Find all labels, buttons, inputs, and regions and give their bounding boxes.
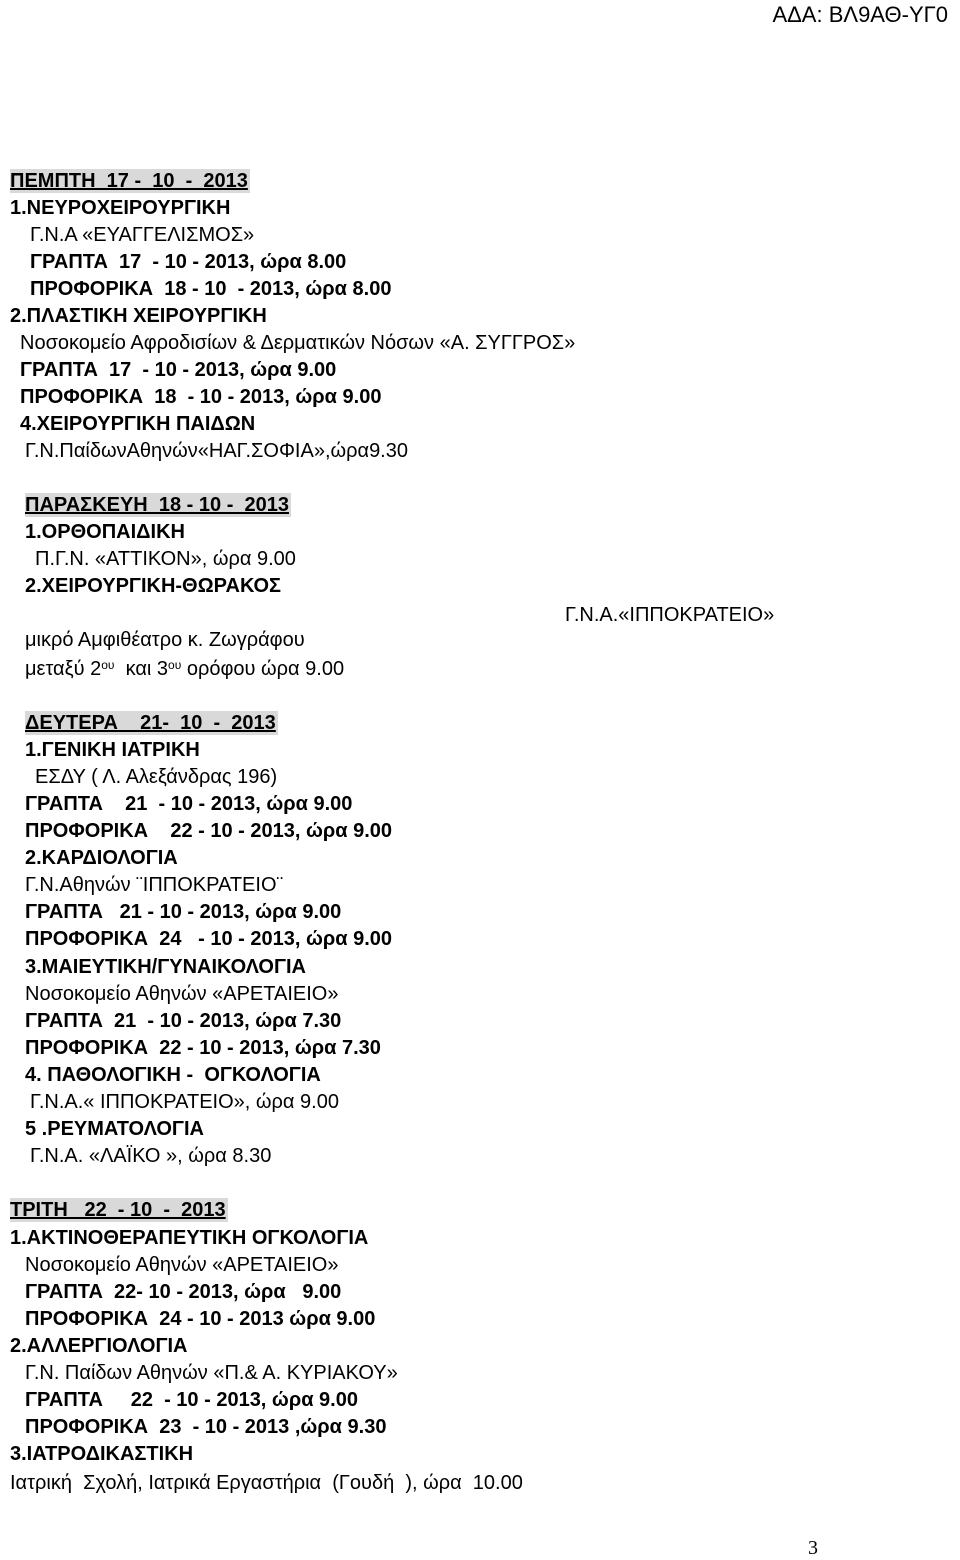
ada-code: ΑΔΑ: ΒΛ9ΑΘ-ΥΓ0 bbox=[772, 2, 948, 27]
written-exam-line: ΓΡΑΠΤΑ 21 - 10 - 2013, ώρα 7.30 bbox=[25, 1010, 342, 1032]
venue-text: Νοσοκομείο Αφροδισίων & Δερματικών Νόσων «Α. ΣΥΓΓΡΟΣ» bbox=[20, 332, 576, 354]
written-exam-line: ΓΡΑΠΤΑ 21 - 10 - 2013, ώρα 9.00 bbox=[25, 901, 342, 923]
written-exam-line: ΓΡΑΠΤΑ 17 - 10 - 2013, ώρα 8.00 bbox=[30, 251, 347, 273]
venue-text: ΕΣΔΥ ( Λ. Αλεξάνδρας 196) bbox=[35, 766, 278, 788]
day-heading-thursday: ΠΕΜΠΤΗ 17 - 10 - 2013 bbox=[10, 170, 248, 192]
venue-text: Γ.Ν.Α.« ΙΠΠΟΚΡΑΤΕΙΟ», ώρα 9.00 bbox=[30, 1091, 339, 1113]
specialty-title: 4. ΠΑΘΟΛΟΓΙΚΗ - ΟΓΚΟΛΟΓΙΑ bbox=[25, 1064, 321, 1086]
oral-exam-line: ΠΡΟΦΟΡΙΚΑ 24 - 10 - 2013, ώρα 9.00 bbox=[25, 928, 393, 950]
venue-text: Ιατρική Σχολή, Ιατρικά Εργαστήρια (Γουδή ), ώρα 10.00 bbox=[10, 1472, 523, 1494]
written-exam-line: ΓΡΑΠΤΑ 22- 10 - 2013, ώρα 9.00 bbox=[25, 1281, 342, 1303]
day-heading-monday: ΔΕΥΤΕΡΑ 21- 10 - 2013 bbox=[25, 712, 276, 734]
oral-exam-line: ΠΡΟΦΟΡΙΚΑ 24 - 10 - 2013 ώρα 9.00 bbox=[25, 1308, 376, 1330]
floor-text: μεταξύ $2^{o\upsilon}$ και $3^{o\upsilon}$ ορόφου ώρα 9.00 bbox=[25, 658, 345, 680]
day-heading-friday: ΠΑΡΑΣΚΕΥΗ 18 - 10 - 2013 bbox=[25, 494, 289, 516]
written-exam-line: ΓΡΑΠΤΑ 21 - 10 - 2013, ώρα 9.00 bbox=[25, 793, 353, 815]
written-exam-line: ΓΡΑΠΤΑ 17 - 10 - 2013, ώρα 9.00 bbox=[20, 359, 337, 381]
oral-exam-line: ΠΡΟΦΟΡΙΚΑ 22 - 10 - 2013, ώρα 7.30 bbox=[25, 1037, 381, 1059]
page-number: 3 bbox=[808, 1537, 818, 1559]
specialty-title: 5 .ΡΕΥΜΑΤΟΛΟΓΙΑ bbox=[25, 1118, 204, 1140]
specialty-title: 2.ΠΛΑΣΤΙΚΗ ΧΕΙΡΟΥΡΓΙΚΗ bbox=[10, 305, 267, 327]
specialty-title: 3.ΙΑΤΡΟΔΙΚΑΣΤΙΚΗ bbox=[10, 1443, 194, 1465]
venue-text: Νοσοκομείο Αθηνών «ΑΡΕΤΑΙΕΙΟ» bbox=[25, 983, 339, 1005]
venue-text: Γ.Ν.ΠαίδωνΑθηνών«ΗΑΓ.ΣΟΦΙΑ»,ώρα9.30 bbox=[25, 440, 408, 462]
specialty-title: 1.ΓΕΝΙΚΗ ΙΑΤΡΙΚΗ bbox=[25, 739, 200, 761]
specialty-title: 2.ΑΛΛΕΡΓΙΟΛΟΓΙΑ bbox=[10, 1335, 188, 1357]
venue-text: Γ.Ν.Α. «ΛΑΪΚΟ », ώρα 8.30 bbox=[30, 1145, 272, 1167]
specialty-title: 3.ΜΑΙΕΥΤΙΚΗ/ΓΥΝΑΙΚΟΛΟΓΙΑ bbox=[25, 956, 306, 978]
venue-text: Γ.Ν.Α «ΕΥΑΓΓΕΛΙΣΜΟΣ» bbox=[30, 224, 255, 246]
written-exam-line: ΓΡΑΠΤΑ 22 - 10 - 2013, ώρα 9.00 bbox=[25, 1389, 358, 1411]
venue-text: Γ.Ν.Αθηνών ¨ΙΠΠΟΚΡΑΤΕΙΟ¨ bbox=[25, 874, 284, 896]
day-heading-tuesday: ΤΡΙΤΗ 22 - 10 - 2013 bbox=[10, 1199, 226, 1221]
specialty-title: 1.ΟΡΘΟΠΑΙΔΙΚΗ bbox=[25, 521, 185, 543]
specialty-title: 2.ΚΑΡΔΙΟΛΟΓΙΑ bbox=[25, 847, 178, 869]
venue-text: Γ.Ν. Παίδων Αθηνών «Π.& Α. ΚΥΡΙΑΚΟΥ» bbox=[25, 1362, 398, 1384]
oral-exam-line: ΠΡΟΦΟΡΙΚΑ 23 - 10 - 2013 ,ώρα 9.30 bbox=[25, 1416, 387, 1438]
venue-text-right: Γ.Ν.Α.«ΙΠΠΟΚΡΑΤΕΙΟ» bbox=[565, 604, 775, 626]
oral-exam-line: ΠΡΟΦΟΡΙΚΑ 22 - 10 - 2013, ώρα 9.00 bbox=[25, 820, 393, 842]
specialty-title: 1.ΝΕΥΡΟΧΕΙΡΟΥΡΓΙΚΗ bbox=[10, 197, 231, 219]
venue-text: Π.Γ.Ν. «ΑΤΤΙΚΟΝ», ώρα 9.00 bbox=[35, 548, 296, 570]
specialty-title: 4.ΧΕΙΡΟΥΡΓΙΚΗ ΠΑΙΔΩΝ bbox=[20, 413, 256, 435]
oral-exam-line: ΠΡΟΦΟΡΙΚΑ 18 - 10 - 2013, ώρα 9.00 bbox=[20, 386, 382, 408]
specialty-title: 2.ΧΕΙΡΟΥΡΓΙΚΗ-ΘΩΡΑΚΟΣ bbox=[25, 575, 282, 597]
venue-text: Νοσοκομείο Αθηνών «ΑΡΕΤΑΙΕΙΟ» bbox=[25, 1254, 339, 1276]
room-text: μικρό Αμφιθέατρο κ. Ζωγράφου bbox=[25, 629, 305, 651]
oral-exam-line: ΠΡΟΦΟΡΙΚΑ 18 - 10 - 2013, ώρα 8.00 bbox=[30, 278, 392, 300]
specialty-title: 1.ΑΚΤΙΝΟΘΕΡΑΠΕΥΤΙΚΗ ΟΓΚΟΛΟΓΙΑ bbox=[10, 1227, 369, 1249]
